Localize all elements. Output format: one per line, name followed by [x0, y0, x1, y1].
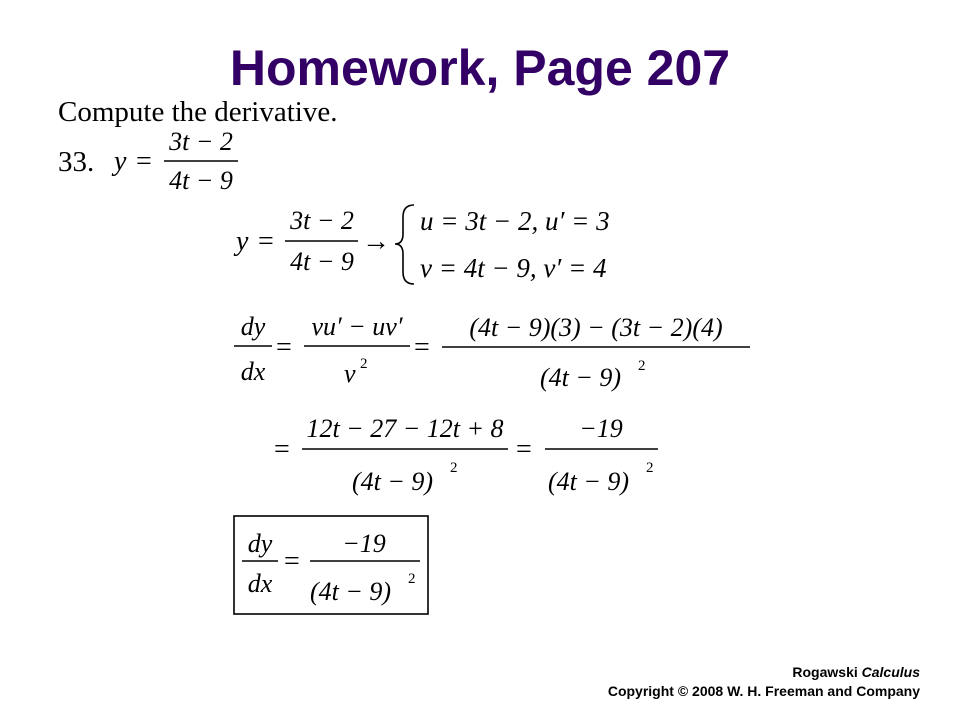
step3-equals-2: = — [516, 434, 532, 465]
answer-denominator: (4t − 9) — [310, 577, 392, 606]
answer-numerator: −19 — [342, 529, 386, 558]
answer-dx: dx — [247, 569, 273, 598]
step3-numerator-2: −19 — [579, 414, 623, 443]
answer-dy: dy — [247, 529, 273, 558]
step3-exponent: 2 — [450, 460, 458, 476]
final-answer — [234, 516, 428, 614]
step1-numerator: 3t − 2 — [290, 206, 354, 235]
step1-arrow: → — [362, 226, 390, 257]
step1-lhs: y — [236, 226, 249, 257]
footer-author: Rogawski — [792, 664, 858, 680]
step2-equals-1: = — [276, 332, 292, 363]
step2-equals-2: = — [414, 332, 430, 363]
step2-qr-numerator: vu′ − uv′ — [311, 312, 403, 341]
footer-copyright: Copyright © 2008 W. H. Freeman and Company — [607, 683, 920, 699]
footer-book-title: Calculus — [861, 664, 920, 680]
step2-dx: dx — [240, 357, 266, 386]
problem-lhs: y — [114, 146, 127, 177]
step2-dy: dy — [240, 312, 266, 341]
step1-equals: = — [258, 226, 274, 257]
footer-book-line — [608, 663, 920, 682]
step3-denominator-2: (4t − 9) — [548, 467, 630, 496]
step2-big-denominator: (4t − 9) — [540, 363, 622, 392]
step-substitution — [233, 205, 610, 284]
answer-equals: = — [284, 546, 300, 577]
step2-big-exponent: 2 — [638, 358, 646, 374]
step3-numerator: 12t − 27 − 12t + 8 — [306, 414, 504, 443]
problem-equation — [111, 127, 238, 195]
step1-u-line: u = 3t − 2, u′ = 3 — [420, 206, 610, 236]
footer-credit — [608, 663, 920, 701]
step2-qr-denominator: v — [344, 359, 356, 388]
step3-equals-1: = — [274, 434, 290, 465]
problem-equals: = — [136, 146, 152, 177]
step3-exponent-2: 2 — [646, 460, 654, 476]
step1-v-line: v = 4t − 9, v′ = 4 — [420, 253, 607, 283]
slide-title: Homework, Page 207 — [229, 40, 731, 96]
problem-number: 33. — [58, 146, 95, 178]
step-quotient-rule — [234, 312, 750, 392]
step2-big-numerator: (4t − 9)(3) − (3t − 2)(4) — [469, 313, 723, 342]
step1-brace — [395, 205, 414, 284]
instruction-text: Compute the derivative. — [58, 96, 338, 128]
step-simplify — [274, 414, 658, 496]
step2-qr-exponent: 2 — [360, 356, 368, 372]
step3-denominator: (4t − 9) — [352, 467, 434, 496]
problem-denominator: 4t − 9 — [169, 166, 233, 195]
step1-denominator: 4t − 9 — [290, 247, 354, 276]
answer-exponent: 2 — [408, 571, 416, 587]
problem-numerator: 3t − 2 — [169, 127, 233, 156]
